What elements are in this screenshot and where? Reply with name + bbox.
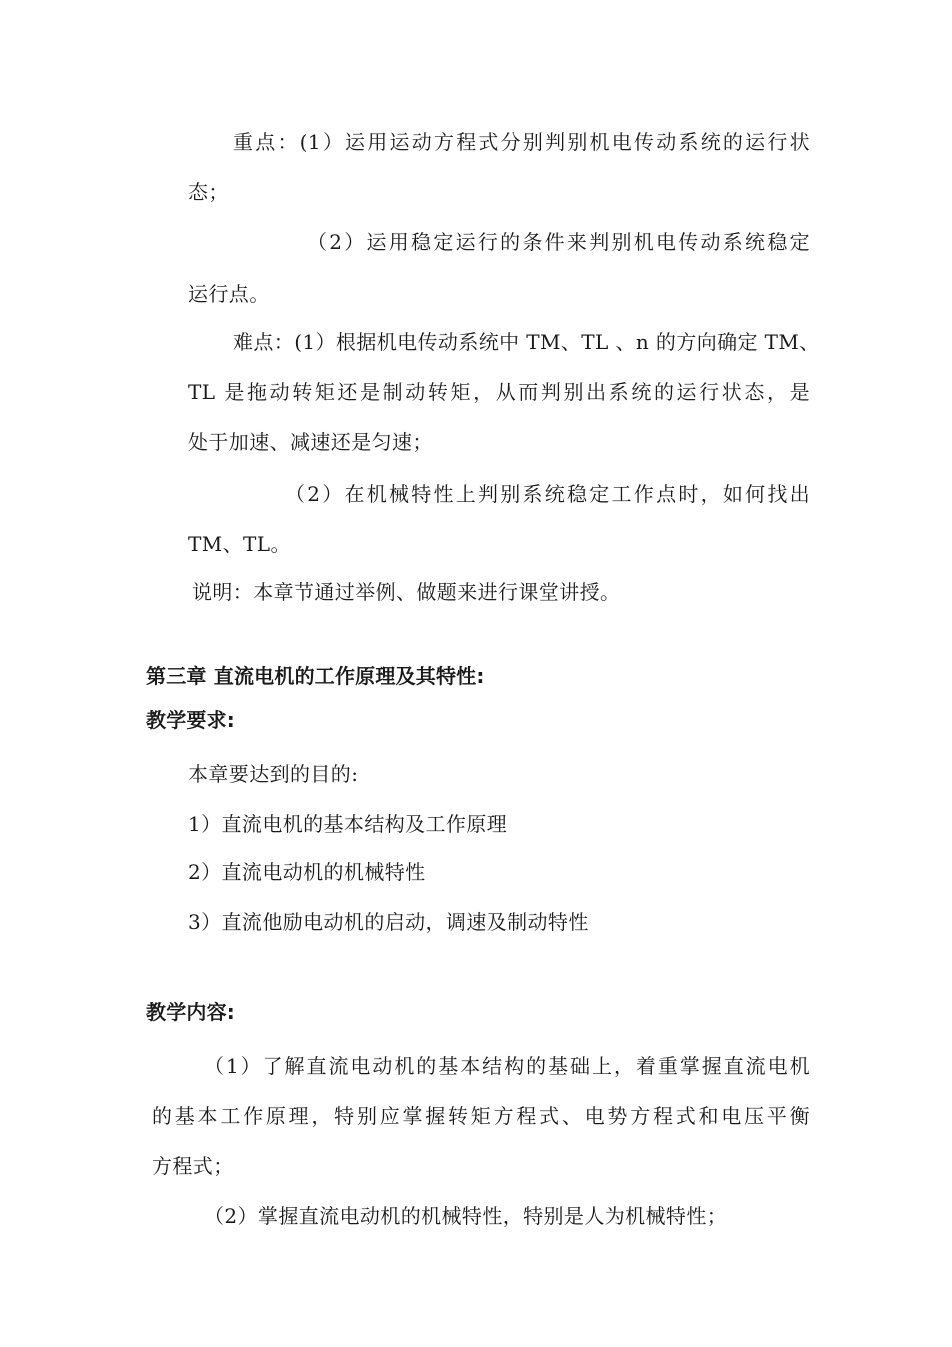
goal-item: 2）直流电动机的机械特性 (188, 860, 426, 884)
key-point-1-line-2: 态； (188, 180, 229, 204)
content-item-1-line-1: （1）了解直流电动机的基本结构的基础上，着重掌握直流电机 (204, 1054, 810, 1078)
difficulty-1-line-3: 处于加速、减速还是匀速； (188, 430, 433, 454)
teaching-note: 说明：本章节通过举例、做题来进行课堂讲授。 (192, 580, 621, 604)
requirements-heading: 教学要求: (146, 708, 235, 732)
goal-item: 3）直流他励电动机的启动，调速及制动特性 (188, 910, 589, 934)
difficulty-2-line-2: TM、TL。 (188, 532, 291, 556)
goal-item: 1）直流电机的基本结构及工作原理 (188, 812, 508, 836)
difficulty-2-line-1: （2）在机械特性上判别系统稳定工作点时，如何找出 (285, 482, 810, 506)
chapter-title: 第三章 直流电机的工作原理及其特性: (146, 664, 485, 688)
key-point-2-line-2: 运行点。 (188, 282, 270, 306)
content-item-2-line-1: （2）掌握直流电动机的机械特性，特别是人为机械特性； (204, 1204, 728, 1228)
difficulty-1-line-1: 难点：(1）根据机电传动系统中 TM、TL 、n 的方向确定 TM、 (233, 330, 820, 354)
difficulty-1-line-2: TL 是拖动转矩还是制动转矩，从而判别出系统的运行状态，是 (188, 380, 810, 404)
goal-intro: 本章要达到的目的: (188, 762, 359, 786)
key-point-2-line-1: （2）运用稳定运行的条件来判别机电传动系统稳定 (307, 230, 810, 254)
content-item-1-line-2: 的基本工作原理，特别应掌握转矩方程式、电势方程式和电压平衡 (152, 1104, 810, 1128)
content-heading: 教学内容: (146, 1000, 235, 1024)
key-point-1-line-1: 重点：(1）运用运动方程式分别判别机电传动系统的运行状 (233, 130, 810, 154)
content-item-1-line-3: 方程式； (152, 1154, 234, 1178)
